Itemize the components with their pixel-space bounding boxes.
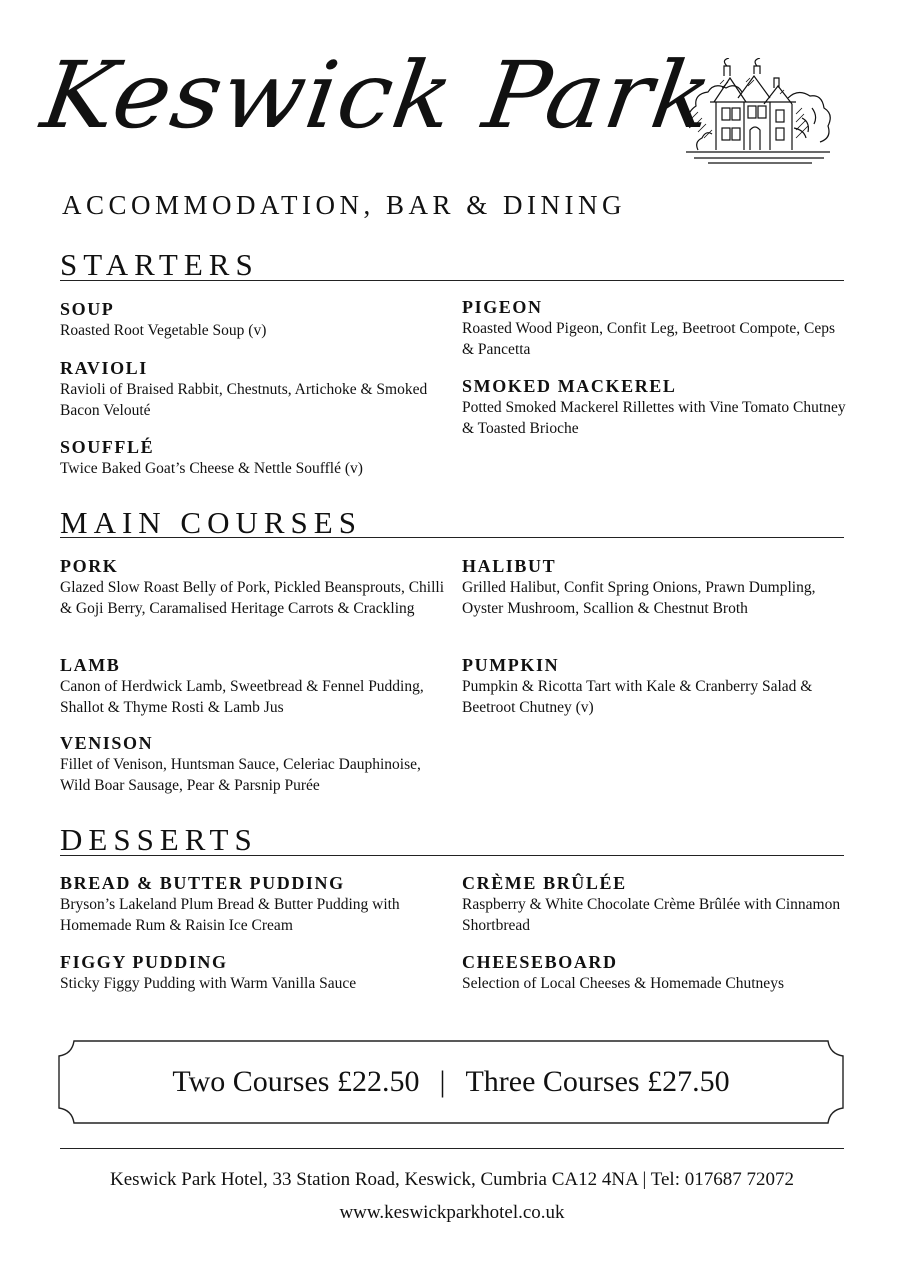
menu-item-venison bbox=[60, 732, 450, 796]
menu-item-bread-butter-pudding bbox=[60, 872, 450, 936]
item-name: SOUP bbox=[60, 299, 115, 319]
menu-item-pumpkin bbox=[462, 654, 846, 718]
item-description: Glazed Slow Roast Belly of Pork, Pickled Beansprouts, Chilli & Goji Berry, Caramalised Heritage Carrots & Crackling bbox=[60, 579, 445, 617]
item-name: BREAD & BUTTER PUDDING bbox=[60, 873, 345, 893]
item-description: Fillet of Venison, Huntsman Sauce, Celeriac Dauphinoise, Wild Boar Sausage, Pear & Parsnip Purée bbox=[60, 756, 421, 794]
section-divider bbox=[60, 537, 844, 538]
price-separator: | bbox=[439, 1065, 446, 1098]
item-name: PORK bbox=[60, 556, 119, 576]
item-name: VENISON bbox=[60, 733, 154, 753]
item-description: Canon of Herdwick Lamb, Sweetbread & Fennel Pudding, Shallot & Thyme Rosti & Lamb Jus bbox=[60, 678, 424, 716]
item-name: FIGGY PUDDING bbox=[60, 952, 228, 972]
footer-divider bbox=[60, 1148, 844, 1149]
item-name: HALIBUT bbox=[462, 556, 557, 576]
item-description: Potted Smoked Mackerel Rillettes with Vine Tomato Chutney & Toasted Brioche bbox=[462, 399, 846, 437]
item-description: Raspberry & White Chocolate Crème Brûlée with Cinnamon Shortbread bbox=[462, 896, 841, 934]
menu-item-lamb bbox=[60, 654, 450, 718]
item-name: PIGEON bbox=[462, 297, 543, 317]
section-divider bbox=[60, 855, 844, 856]
footer-address: Keswick Park Hotel, 33 Station Road, Keswick, Cumbria CA12 4NA | Tel: 017687 72072 bbox=[110, 1169, 794, 1190]
item-description: Roasted Root Vegetable Soup (v) bbox=[60, 322, 267, 339]
item-name: CRÈME BRÛLÉE bbox=[462, 873, 627, 893]
menu-item-pigeon bbox=[462, 296, 846, 360]
hotel-sketch-icon bbox=[684, 58, 834, 166]
section-title-main-courses: MAIN COURSES bbox=[60, 505, 362, 540]
menu-item-smoked-mackerel bbox=[462, 375, 846, 439]
menu-item-souffle bbox=[60, 436, 450, 480]
item-description: Selection of Local Cheeses & Homemade Chutneys bbox=[462, 975, 784, 992]
item-description: Ravioli of Braised Rabbit, Chestnuts, Artichoke & Smoked Bacon Velouté bbox=[60, 381, 428, 419]
item-name: CHEESEBOARD bbox=[462, 952, 618, 972]
footer-website: www.keswickparkhotel.co.uk bbox=[339, 1202, 565, 1223]
menu-item-soup bbox=[60, 298, 450, 342]
item-name: SMOKED MACKEREL bbox=[462, 376, 677, 396]
section-title-desserts: DESSERTS bbox=[60, 822, 258, 857]
menu-item-creme-brulee bbox=[462, 872, 846, 936]
item-name: LAMB bbox=[60, 655, 121, 675]
item-name: RAVIOLI bbox=[60, 358, 148, 378]
item-description: Grilled Halibut, Confit Spring Onions, Prawn Dumpling, Oyster Mushroom, Scallion & Chestnut Broth bbox=[462, 579, 816, 617]
item-description: Roasted Wood Pigeon, Confit Leg, Beetroot Compote, Ceps & Pancetta bbox=[462, 320, 836, 358]
price-two-courses: Two Courses £22.50 bbox=[172, 1065, 420, 1098]
item-name: SOUFFLÉ bbox=[60, 437, 155, 457]
menu-item-figgy-pudding bbox=[60, 951, 450, 995]
item-name: PUMPKIN bbox=[462, 655, 560, 675]
menu-item-pork bbox=[60, 555, 450, 619]
menu-item-cheeseboard bbox=[462, 951, 846, 995]
menu-item-ravioli bbox=[60, 357, 450, 421]
menu-item-halibut bbox=[462, 555, 846, 619]
price-banner bbox=[58, 1040, 844, 1124]
item-description: Bryson’s Lakeland Plum Bread & Butter Pudding with Homemade Rum & Raisin Ice Cream bbox=[60, 896, 400, 934]
item-description: Twice Baked Goat’s Cheese & Nettle Soufflé (v) bbox=[60, 460, 363, 477]
item-description: Pumpkin & Ricotta Tart with Kale & Cranberry Salad & Beetroot Chutney (v) bbox=[462, 678, 813, 716]
section-title-starters: STARTERS bbox=[60, 247, 259, 282]
brand-logo: Keswick Park bbox=[35, 42, 720, 149]
tagline: ACCOMMODATION, BAR & DINING bbox=[62, 190, 627, 220]
section-divider bbox=[60, 280, 844, 281]
item-description: Sticky Figgy Pudding with Warm Vanilla Sauce bbox=[60, 975, 357, 992]
price-three-courses: Three Courses £27.50 bbox=[465, 1065, 730, 1098]
